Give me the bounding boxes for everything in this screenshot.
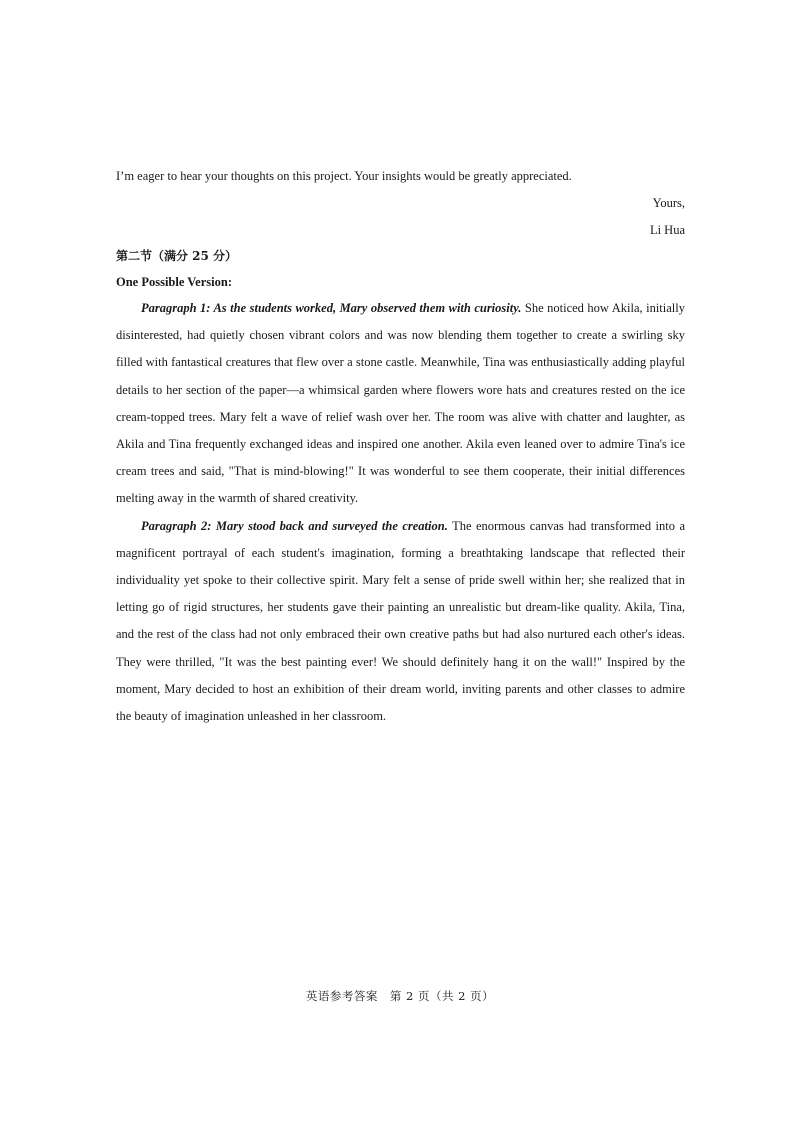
version-label: One Possible Version: bbox=[116, 275, 232, 289]
paragraph-2-body: The enormous canvas had transformed into a magnificent portrayal of each student's imagination, forming a breathtaking landscape that reflected their individuality yet spoke to their collective spirit. Mary felt a sense of pride swell within her; she realized that in letting go of rigid structures, her students gave their painting an unrealistic but dream-like quality. Akila, Tina, and the rest of the class had not only embraced their own creative paths but had also nurtured each other's ideas. They were thrilled, "It was the best painting ever! We should definitely hang it on the wall!" Inspired by the moment, Mary decided to host an exhibition of their dream world, inviting parents and other classes to admire the beauty of imagination unleashed in her classroom. bbox=[116, 518, 685, 724]
section-two bbox=[116, 243, 685, 730]
paragraph-2 bbox=[116, 513, 685, 731]
section-title: 第二节（满分 25 分） bbox=[116, 249, 238, 263]
paragraph-2-lead: Paragraph 2: Mary stood back and surveyed the creation. bbox=[141, 518, 448, 533]
letter-signature: Li Hua bbox=[649, 223, 685, 237]
letter-signoff: Yours, bbox=[652, 196, 685, 210]
letter-closing bbox=[116, 163, 685, 244]
paragraph-1-lead: Paragraph 1: As the students worked, Mary observed them with curiosity. bbox=[141, 301, 522, 315]
page-footer: 英语参考答案 第 2 页（共 2 页） bbox=[305, 989, 495, 1003]
closing-line: I’m eager to hear your thoughts on this project. Your insights would be greatly appreciated. bbox=[116, 169, 572, 183]
paragraph-1-body: She noticed how Akila, initially disinterested, had quietly chosen vibrant colors and was now blending them together to create a swirling sky filled with fantastical creatures that flew over a stone castle. Meanwhile, Tina was enthusiastically adding playful details to her section of the paper—a whimsical garden where flowers wore hats and creatures rested on the ice cream-topped trees. Mary felt a wave of relief wash over her. The room was alive with chatter and laughter, as Akila and Tina frequently exchanged ideas and inspired one another. Akila even leaned over to admire Tina's ice cream trees and said, "That is mind-blowing!" It was wonderful to see them cooperate, their initial differences melting away in the warmth of shared creativity. bbox=[116, 301, 685, 506]
paragraph-1 bbox=[116, 295, 685, 513]
